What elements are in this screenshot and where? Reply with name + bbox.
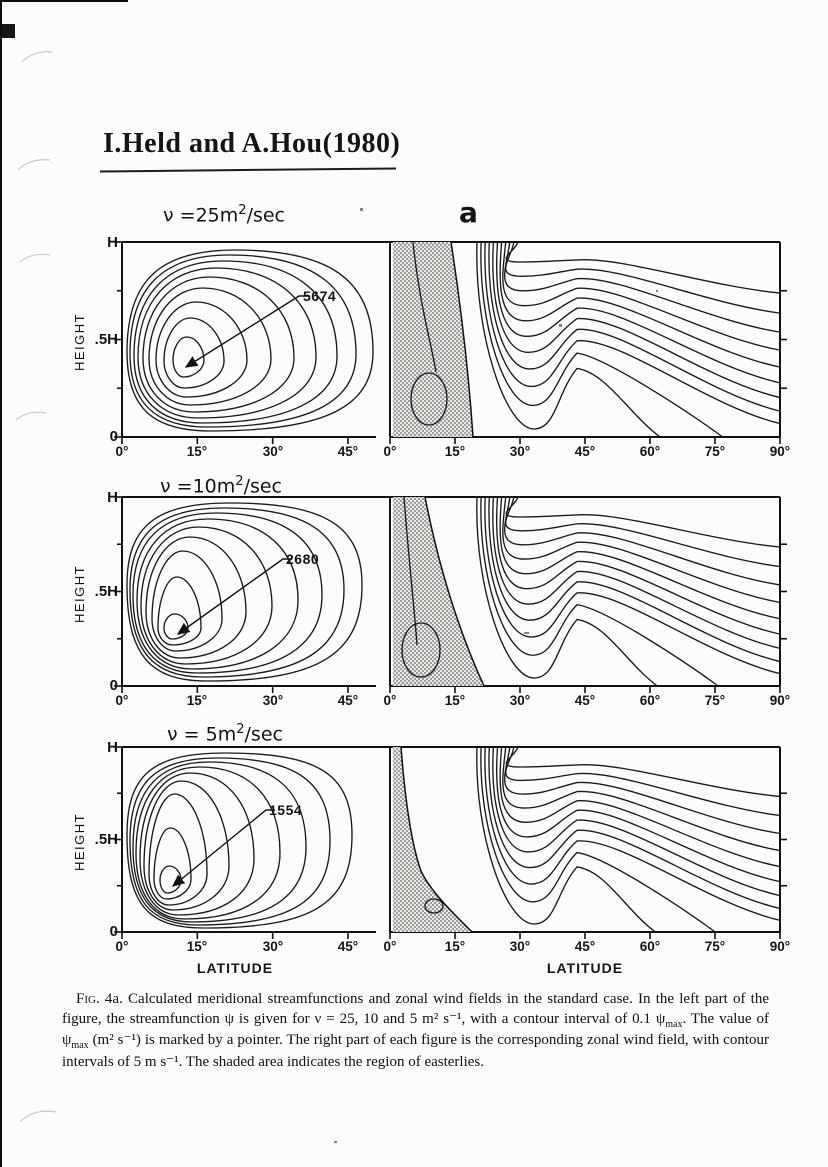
x-tick-label: 90° [769,444,791,459]
x-tick-label: 0° [383,693,397,708]
x-tick-label: 0° [115,939,129,954]
x-tick-label: 0° [383,444,397,459]
nu-label-row2 [160,474,282,497]
x-tick-label: 45° [574,693,596,708]
nu-symbol: ν [163,204,174,227]
nu-label-row3 [167,722,283,745]
x-tick-label: 45° [337,693,359,708]
x-tick-label: 45° [337,444,359,459]
height-axis-label: HEIGHT [72,564,87,624]
y-tick-label: .5H [94,331,118,348]
nu-value: =25m [173,204,239,227]
nu-exponent: 2 [238,203,247,218]
x-tick-label: 15° [186,939,208,954]
height-axis-label: HEIGHT [72,312,87,372]
x-tick-label: 30° [262,444,284,459]
scan-curl-mark [22,52,52,62]
nu-value: =10m [170,475,236,498]
caption-text: (m² s⁻¹) is marked by a pointer. The right part of each figure is the corresponding zonal wind field, with contour intervals of 5 m s⁻¹. The shaded area indicates the region of easterlies. [62,1032,769,1070]
y-tick-label: H [107,739,118,756]
y-tick-label: H [107,234,118,251]
psi-max-value: 2680 [286,551,320,567]
caption-text: Calculated meridional streamfunctions and zonal wind fields in the standard case. In the left part of the figure, the streamfunction ψ is given for ν = 25, 10 and 5 m² s⁻¹, with a contour interval of 0.1 ψ [62,991,769,1027]
caption-subscript: max [665,1018,683,1030]
x-tick-label: 0° [115,693,129,708]
x-tick-label: 15° [186,444,208,459]
psi-max-value: 5674 [303,288,337,304]
x-tick-label: 90° [769,693,791,708]
scan-curl-mark [20,1111,56,1122]
x-tick-label: 15° [444,693,466,708]
x-tick-label: 45° [337,939,359,954]
x-tick-label: 45° [574,444,596,459]
x-tick-label: 60° [639,693,661,708]
x-tick-label: 30° [509,693,531,708]
nu-symbol: ν [167,723,178,746]
scan-curl-mark [16,412,46,420]
x-tick-label: 15° [186,693,208,708]
caption-subscript: max [71,1040,89,1052]
x-tick-label: 60° [639,939,661,954]
nu-label-row1 [163,203,285,226]
x-tick-label: 30° [509,939,531,954]
x-tick-label: 30° [509,444,531,459]
psi-max-value: 1554 [269,802,303,818]
latitude-axis-label: LATITUDE [546,960,624,976]
nu-unit: /sec [243,475,282,498]
contour-plots [114,242,787,939]
page-title: I.Held and A.Hou(1980) [103,128,401,159]
y-tick-label: 0 [109,428,118,445]
y-tick-label: .5H [94,831,118,848]
x-tick-label: 30° [262,693,284,708]
x-tick-label: 75° [704,444,726,459]
y-tick-label: 0 [109,677,118,694]
caption-fig-label: Fig. [76,991,100,1007]
y-tick-label: 0 [109,923,118,940]
x-tick-label: 60° [639,444,661,459]
nu-unit: /sec [244,723,283,746]
nu-unit: /sec [246,204,285,227]
x-tick-label: 30° [262,939,284,954]
figure-caption [62,990,769,1072]
nu-exponent: 2 [235,474,244,489]
nu-symbol: ν [160,475,171,498]
x-tick-label: 15° [444,939,466,954]
height-axis-label: HEIGHT [72,812,87,872]
x-tick-label: 0° [383,939,397,954]
latitude-axis-label: LATITUDE [196,960,274,976]
x-tick-label: 0° [115,444,129,459]
psi-max-pointer-arrow [173,810,275,886]
x-tick-label: 45° [574,939,596,954]
x-tick-label: 75° [704,693,726,708]
nu-exponent: 2 [236,722,245,737]
x-tick-label: 15° [444,444,466,459]
scan-curl-mark [18,160,50,170]
panel-letter-a: a [459,196,478,229]
caption-text: . The value of ψ [62,1010,769,1049]
scan-curl-mark [20,254,50,262]
nu-value: = 5m [177,723,237,746]
x-tick-label: 90° [769,939,791,954]
y-tick-label: .5H [94,583,118,600]
x-tick-label: 75° [704,939,726,954]
y-tick-label: H [107,489,118,506]
caption-fig-number: 4a. [99,991,123,1007]
